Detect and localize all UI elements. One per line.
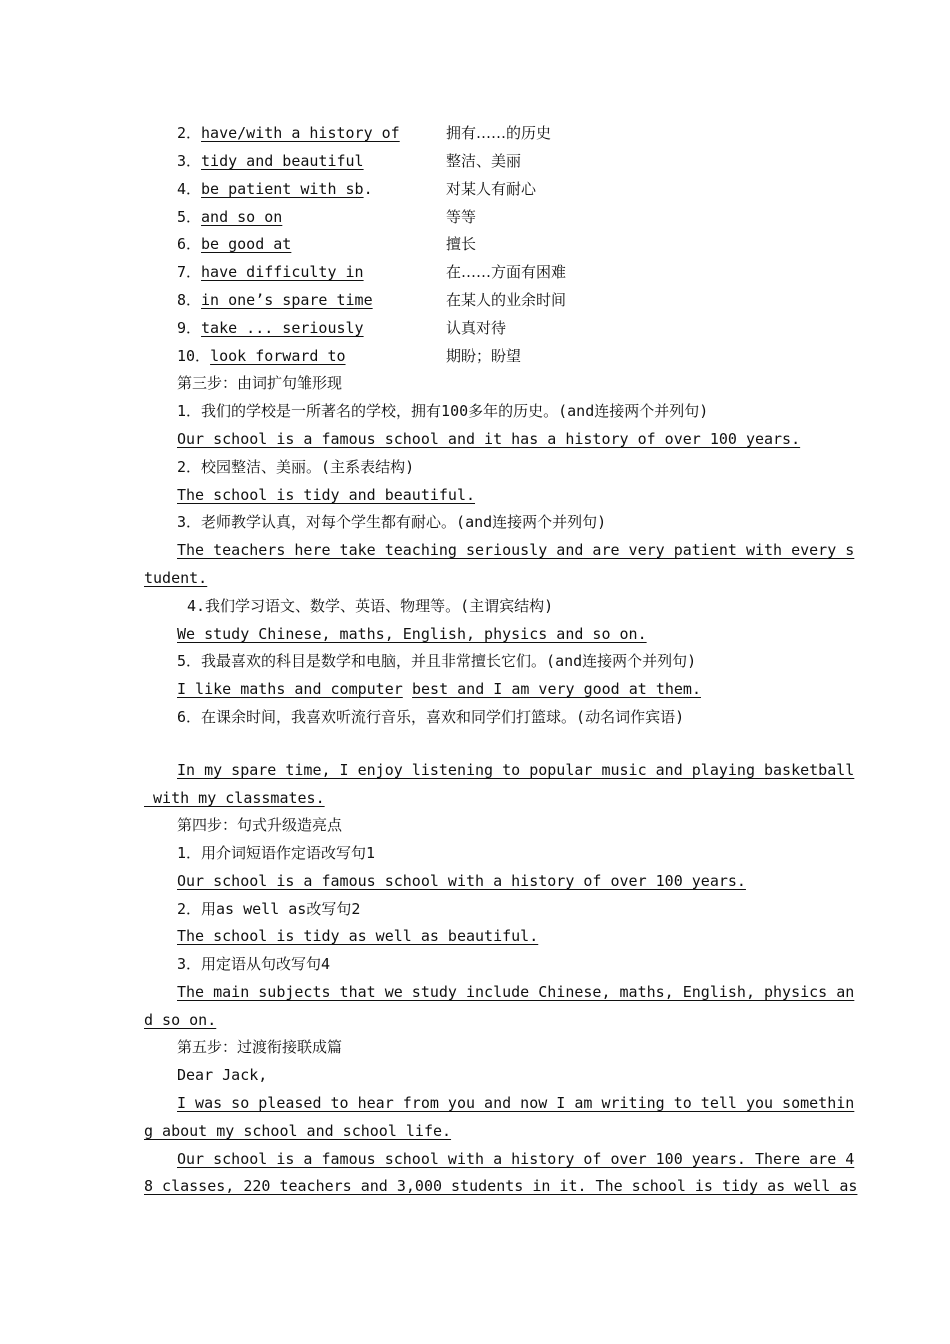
phrase-number: 3． [177, 152, 202, 170]
phrase-row [0, 175, 950, 203]
step3-question-3: 3．老师教学认真，对每个学生都有耐心。(and连接两个并列句) [177, 513, 607, 531]
step3-heading: 第三步：由词扩句雏形现 [177, 374, 343, 392]
phrase-row [0, 147, 950, 175]
step3-answer-1: Our school is a famous school and it has a history of over 100 years. [177, 430, 801, 448]
step3-answer-6-line-1: In my spare time, I enjoy listening to popular music and playing basketball [177, 761, 855, 779]
letter-paragraph-2-line-2: 8 classes, 220 teachers and 3,000 students in it. The school is tidy as well as [144, 1177, 858, 1195]
phrase-chinese: 等等 [446, 208, 477, 226]
letter-greeting: Dear Jack, [177, 1066, 268, 1084]
step4-heading: 第四步：句式升级造亮点 [177, 816, 343, 834]
phrase-row [0, 119, 950, 147]
step3-question-4: 4.我们学习语文、数学、英语、物理等。(主谓宾结构) [187, 597, 554, 615]
step3-question-5: 5．我最喜欢的科目是数学和电脑，并且非常擅长它们。(and连接两个并列句) [177, 652, 697, 670]
phrase-number: 6． [177, 235, 202, 253]
phrase-english: be patient with sb [201, 180, 364, 198]
step3-answer-3-line-2: tudent. [144, 569, 208, 587]
phrase-tail: . [363, 180, 373, 198]
letter-paragraph-2-line-1: Our school is a famous school with a history of over 100 years. There are 4 [177, 1150, 855, 1168]
step4-answer-3-line-1: The main subjects that we study include Chinese, maths, English, physics an [177, 983, 855, 1001]
phrase-row [0, 203, 950, 231]
step5-heading: 第五步：过渡衔接联成篇 [177, 1038, 343, 1056]
phrase-chinese: 认真对待 [446, 319, 507, 337]
phrase-chinese: 对某人有耐心 [446, 180, 537, 198]
step4-question-2: 2．用as well as改写句2 [177, 900, 361, 918]
step3-answer-6-line-2: with my classmates. [144, 789, 325, 807]
phrase-chinese: 拥有……的历史 [446, 124, 552, 142]
phrase-english: be good at [201, 235, 292, 253]
phrase-number: 8． [177, 291, 202, 309]
phrase-english: have/with a history of [201, 124, 400, 142]
phrase-english: have difficulty in [201, 263, 364, 281]
step4-question-1: 1．用介词短语作定语改写句1 [177, 844, 376, 862]
step4-answer-1: Our school is a famous school with a history of over 100 years. [177, 872, 746, 890]
phrase-row [0, 230, 950, 258]
step3-question-1: 1．我们的学校是一所著名的学校，拥有100多年的历史。(and连接两个并列句) [177, 402, 709, 420]
phrase-number: 4． [177, 180, 202, 198]
phrase-row [0, 342, 950, 370]
phrase-row [0, 314, 950, 342]
phrase-english: take ... seriously [201, 319, 364, 337]
phrase-row [0, 258, 950, 286]
step3-answer-3-line-1: The teachers here take teaching seriously and are very patient with every s [177, 541, 855, 559]
phrase-number: 10． [177, 347, 211, 365]
phrase-number: 9． [177, 319, 202, 337]
letter-paragraph-1-line-1: I was so pleased to hear from you and now I am writing to tell you somethin [177, 1094, 855, 1112]
phrase-chinese: 擅长 [446, 235, 477, 253]
phrase-english: tidy and beautiful [201, 152, 364, 170]
phrase-row [0, 286, 950, 314]
step3-answer-4: We study Chinese, maths, English, physics and so on. [177, 625, 647, 643]
step3-answer-2: The school is tidy and beautiful. [177, 486, 476, 504]
letter-paragraph-1-line-2: g about my school and school life. [144, 1122, 452, 1140]
step3-question-6: 6．在课余时间，我喜欢听流行音乐，喜欢和同学们打篮球。(动名词作宾语) [177, 708, 685, 726]
phrase-english: in one’s spare time [201, 291, 373, 309]
phrase-english: and so on [201, 208, 283, 226]
step4-answer-3-line-2: d so on. [144, 1011, 217, 1029]
step4-question-3: 3．用定语从句改写句4 [177, 955, 331, 973]
phrase-chinese: 在某人的业余时间 [446, 291, 567, 309]
phrase-chinese: 整洁、美丽 [446, 152, 522, 170]
step3-answer-5: I like maths and computer best and I am very good at them. [177, 680, 701, 698]
phrase-chinese: 期盼；盼望 [446, 347, 522, 365]
phrase-english: look forward to [210, 347, 346, 365]
phrase-chinese: 在……方面有困难 [446, 263, 567, 281]
phrase-number: 7． [177, 263, 202, 281]
phrase-number: 2． [177, 124, 202, 142]
phrase-number: 5． [177, 208, 202, 226]
step4-answer-2: The school is tidy as well as beautiful. [177, 927, 539, 945]
step3-question-2: 2．校园整洁、美丽。(主系表结构) [177, 458, 415, 476]
